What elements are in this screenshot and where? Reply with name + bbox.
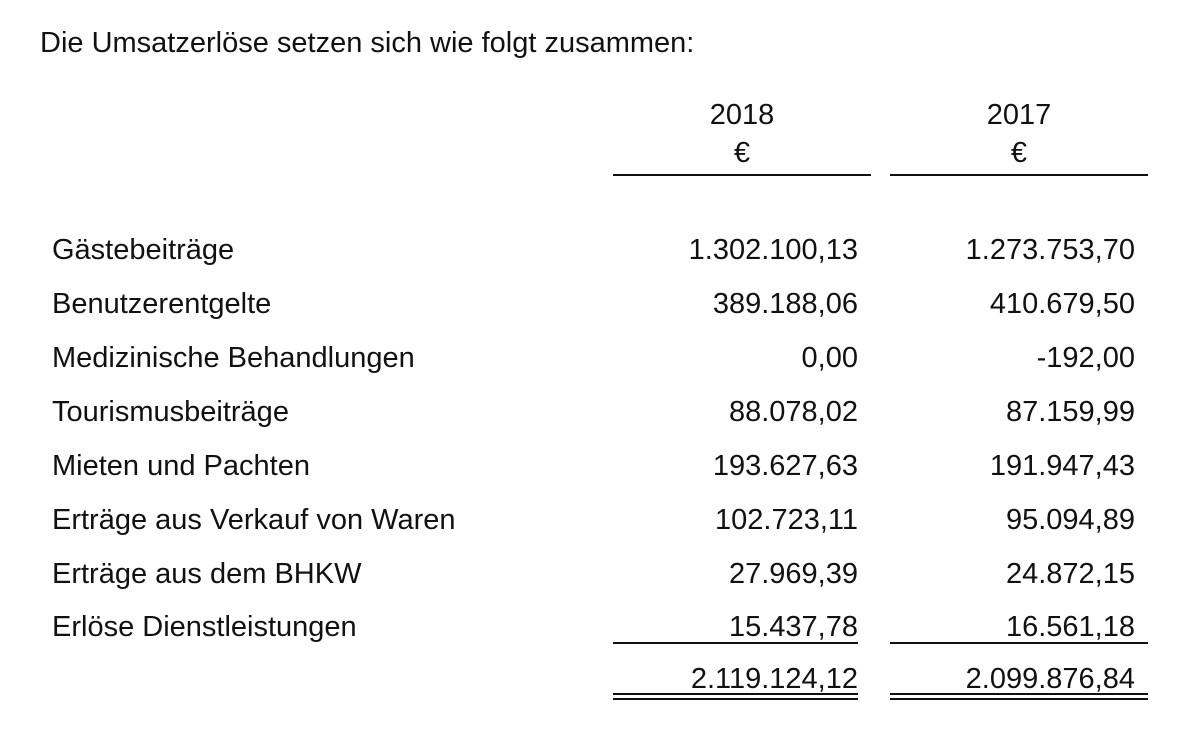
- row-value-2017: 191.947,43: [989, 450, 1135, 482]
- table-row-benutzerentgelte: [0, 286, 1200, 322]
- row-value-2018: 27.969,39: [728, 558, 858, 590]
- row-label: Mieten und Pachten: [52, 450, 310, 482]
- row-value-2018: 88.078,02: [728, 396, 858, 428]
- table-row-ertraege-bhkw: [0, 556, 1200, 592]
- row-label: Benutzerentgelte: [52, 288, 272, 320]
- column-header-2018: [613, 96, 871, 176]
- table-row-medizinische-behandlungen: [0, 340, 1200, 376]
- row-value-2018: 102.723,11: [715, 504, 858, 536]
- total-value-2017: 2.099.876,84: [965, 663, 1135, 695]
- total-value-2018: 2.119.124,12: [690, 663, 858, 695]
- row-label: Gästebeiträge: [52, 234, 235, 266]
- total-double-rule-2018: [613, 693, 858, 700]
- table-row-mieten-und-pachten: [0, 448, 1200, 484]
- table-row-total: [0, 661, 1200, 697]
- column-year-2017: 2017: [986, 99, 1052, 131]
- table-row-ertraege-warenverkauf: [0, 502, 1200, 538]
- intro-text: Die Umsatzerlöse setzen sich wie folgt zusammen:: [40, 27, 695, 59]
- table-row-erloese-dienstleistungen: [0, 609, 1200, 645]
- row-value-2017: 24.872,15: [1005, 558, 1135, 590]
- row-label: Tourismusbeiträge: [52, 396, 289, 428]
- row-value-2018: 0,00: [801, 342, 858, 374]
- row-value-2018: 193.627,63: [712, 450, 858, 482]
- row-label: Medizinische Behandlungen: [52, 342, 415, 374]
- table-row-gaestebeitraege: [0, 232, 1200, 268]
- row-value-2017: -192,00: [1036, 342, 1135, 374]
- column-unit-2017: €: [1010, 137, 1028, 169]
- column-year-2018: 2018: [709, 99, 775, 131]
- row-label: Erlöse Dienstleistungen: [52, 611, 357, 643]
- row-value-2017: 95.094,89: [1005, 504, 1135, 536]
- row-value-2018: 389.188,06: [712, 288, 858, 320]
- total-double-rule-2017: [890, 693, 1148, 700]
- row-label: Erträge aus Verkauf von Waren: [52, 504, 456, 536]
- row-label: Erträge aus dem BHKW: [52, 558, 362, 590]
- subtotal-rule-2017: [890, 642, 1148, 644]
- row-value-2017: 1.273.753,70: [965, 234, 1135, 266]
- row-value-2018: 1.302.100,13: [688, 234, 858, 266]
- subtotal-rule-2018: [613, 642, 858, 644]
- row-value-2018: 15.437,78: [728, 611, 858, 643]
- table-row-tourismusbeitraege: [0, 394, 1200, 430]
- column-header-2017: [890, 96, 1148, 176]
- row-value-2017: 410.679,50: [989, 288, 1135, 320]
- row-value-2017: 87.159,99: [1005, 396, 1135, 428]
- column-unit-2018: €: [733, 137, 751, 169]
- row-value-2017: 16.561,18: [1005, 611, 1135, 643]
